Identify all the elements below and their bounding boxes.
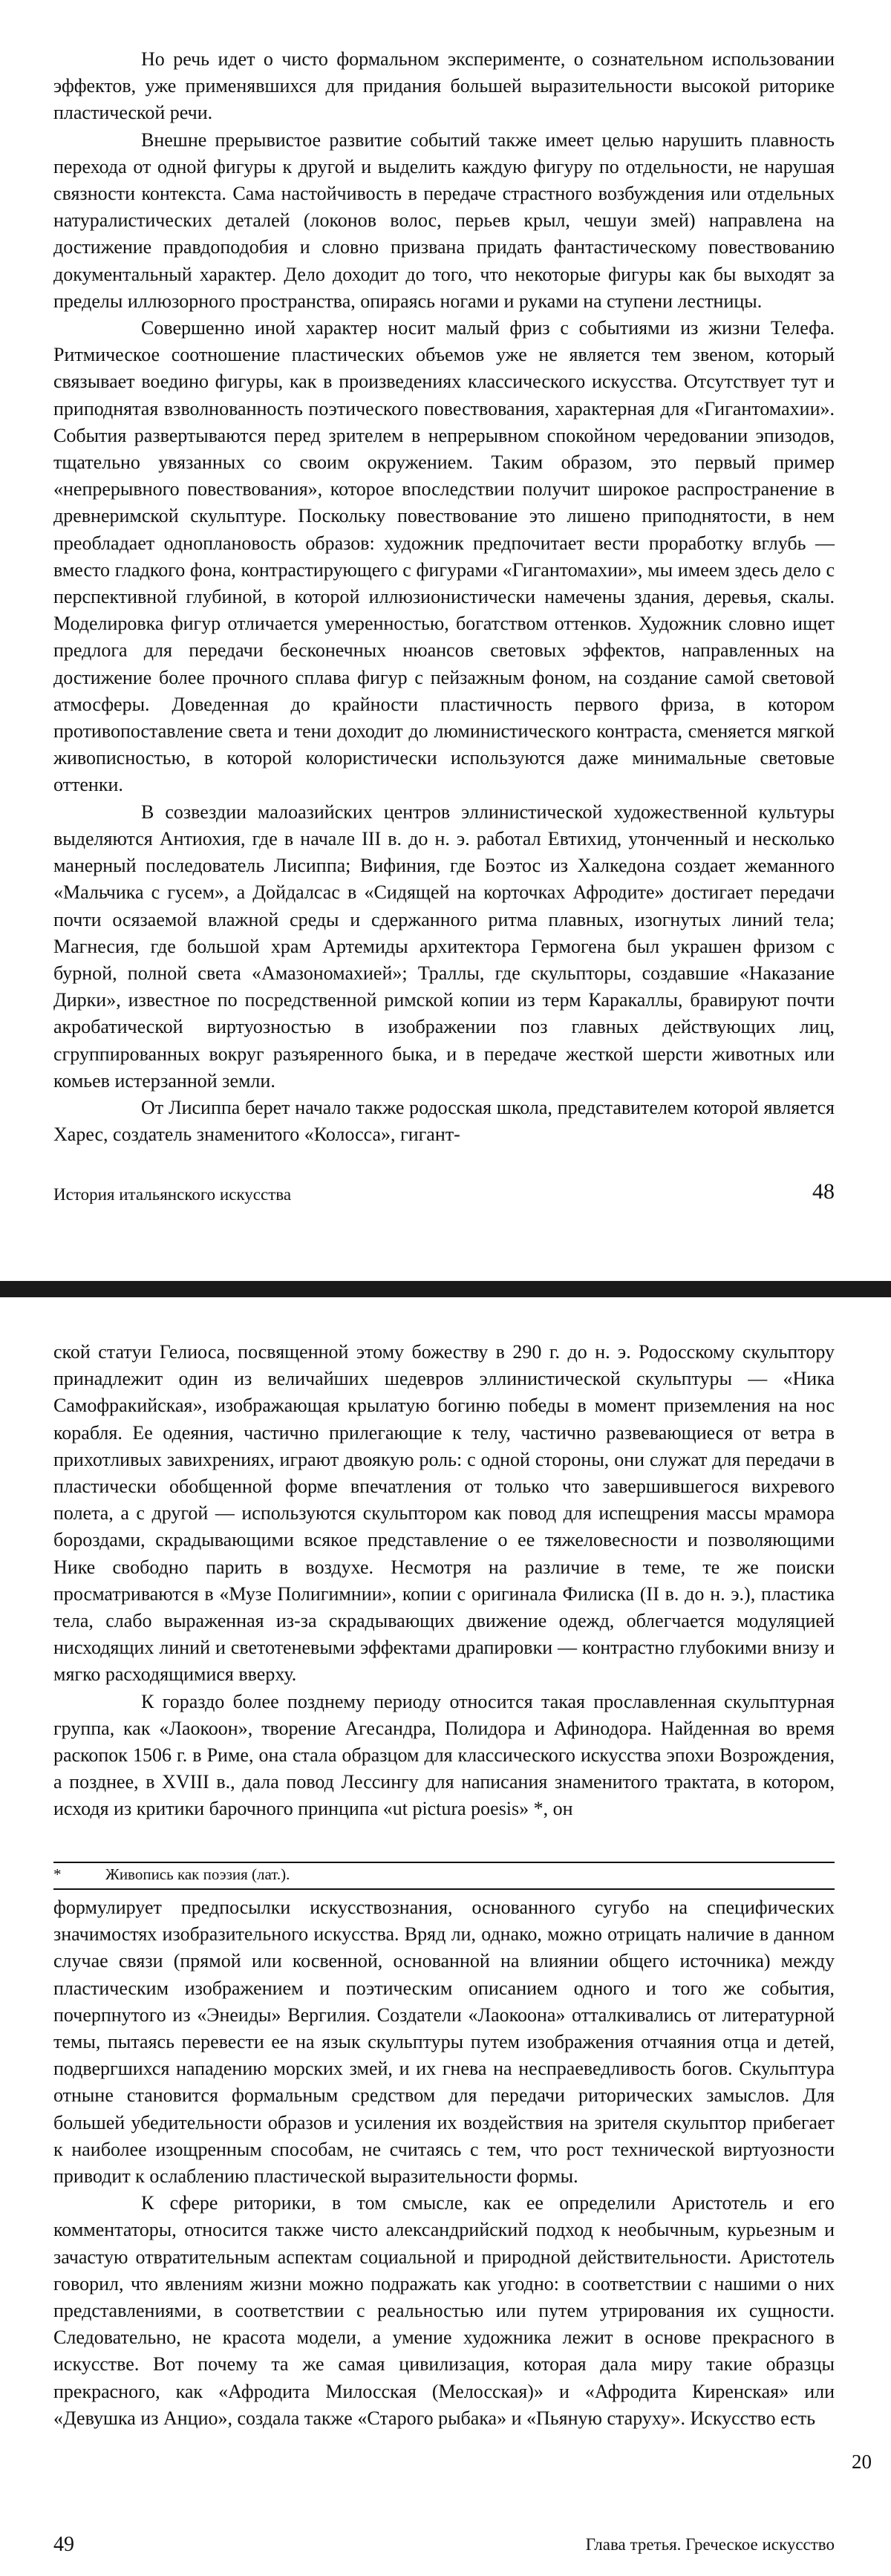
footnote-mark: * [53,1865,62,1883]
footnote-text: Живопись как поэзия (лат.). [105,1865,290,1883]
footnote-rule [53,1888,835,1890]
paragraph: От Лисиппа берет начало также родосская школа, представителем которой является Харес, создатель знаменитого «Колосса», гигант- [53,1096,835,1146]
footnote [53,1865,290,1884]
paragraph: Внешне прерывистое развитие событий также имеет целью нарушить плавность перехода от одной фигуры к другой и выделить каждую фигуру по отдельности, не нарушая связности контекста. Сама настойчивость в передаче страстного возбуждения или отдельных натуралистических деталей (локонов волос, перьев крыл, чешуи змей) направлена на достижение правдоподобия и словно призвана придать фантастическому повествованию документальный характер. Дело доходит до того, что некоторые фигуры как бы выходят за пределы иллюзорного пространства, опираясь ногами и руками на ступени лестницы. [53,128,835,312]
page-number: 48 [812,1179,835,1204]
paragraph: Совершенно иной характер носит малый фриз с событиями из жизни Телефа. Ритмическое соотношение пластических объемов уже не является тем звеном, который связывает воедино фигуры, как в произведениях классического искусства. Отсутствует тут и приподнятая взволнованность поэтического повествования, характерная для «Гигантомахии». События развертываются перед зрителем в непрерывном спокойном чередовании эпизодов, тщательно увязанных со своим окружением. Таким образом, это первый пример «непрерывного повествования», которое впоследствии получит широкое распространение в древнеримской скульптуре. Поскольку повествование это лишено приподнятости, в нем преобладает одноплановость образов: художник предпочитает вести проработку вглубь — вместо гладкого фона, контрастирующего с фигурами «Гигантомахии», мы имеем здесь дело с перспективной глубиной, в которой иллюзионистически намечены здания, деревья, скалы. Моделировка фигур отличается умеренностью, богатством оттенков. Художник словно ищет предлога для передачи бесконечных нюансов световых эффектов, направленных на достижение более прочного сплава фигур с пейзажным фоном, на создание самой световой атмосферы. Доведенная до крайности пластичность первого фриза, в котором противопоставление света и тени доходит до люминистического контраста, сменяется мягкой живописностью, в которой колористически используются даже минимальные световые оттенки. [53,317,835,796]
page-number: 49 [53,2533,74,2556]
running-footer-title: Глава третья. Греческое искусство [585,2535,835,2554]
page-48-text [53,46,835,1148]
footnote-rule [53,1862,835,1863]
paragraph: формулирует предпосылки искусствознания, основанного сугубо на специфических значимостях изобразительного искусства. Вряд ли, однако, можно отрицать наличие в данном случае связи (прямой или косвенной, основанной на влиянии общего источника) между пластическим изображением и поэтическим описанием одного и того же события, почерпнутого из «Энеиды» Вергилия. Создатели «Лаокоона» отталкивались от литературной темы, пытаясь перевести ее на язык скульптуры путем изображения отчаяния отца и детей, подвергшихся нападению морских змей, и их гнева на неспраеведливость богов. Скульптура отныне становится формальным средством для передачи риторических замыслов. Для большей убедительности образов и усиления их воздействия на зрителя скульптор прибегает к наиболее изощренным способам, не считаясь с тем, что рост технической виртуозности приводит к ослаблению пластической выразительности формы. [53,1897,835,2188]
page-48 [0,0,891,1281]
page-49 [0,1297,891,2576]
paragraph: К гораздо более позднему периоду относится такая прославленная скульптурная группа, как «Лаокоон», творение Агесандра, Полидора и Афинодора. Найденная во время раскопок 1506 г. в Риме, она стала образцом для классического искусства эпохи Возрождения, а позднее, в XVIII в., дала повод Лессингу для написания знаменитого трактата, в котором, исходя из критики барочного принципа «ut pictura poesis» *, он [53,1690,835,1820]
page-49-text-upper [53,1339,835,1823]
paragraph: Но речь идет о чисто формальном эксперименте, о сознательном использовании эффектов, уже применявшихся для придания большей выразительности высокой риторике пластической речи. [53,48,835,124]
margin-illustration-number: 20 [852,2451,872,2473]
paragraph: В созвездии малоазийских центров эллинистической художественной культуры выделяются Антиохия, где в начале III в. до н. э. работал Евтихид, утонченный и несколько манерный последователь Лисиппа; Вифиния, где Боэтос из Халкедона создает жеманного «Мальчика с гусем», а Дойдалсас в «Сидящей на корточках Афродите» достигает передачи почти осязаемой влажной среды и сдержанного ритма плавных, изогнутых линий тела; Магнесия, где большой храм Артемиды архитектора Гермогена был украшен фризом с бурной, полной света «Амазономахией»; Траллы, где скульпторы, создавшие «Наказание Дирки», известное по посредственной римской копии из терм Каракаллы, бравируют почти акробатической виртуозностью в изображении поз главных действующих лиц, сгруппированных вокруг разъяренного быка, и в передаче жесткой шерсти животных или комьев истерзанной земли. [53,800,835,1092]
page-separator [0,1281,891,1297]
page-49-text-lower [53,1894,835,2432]
paragraph: ской статуи Гелиоса, посвященной этому божеству в 290 г. до н. э. Родосскому скульптору принадлежит один из величайших шедевров эллинистической скульптуры — «Ника Самофракийская», изображающая крылатую богиню победы в момент приземления на нос корабля. Ее одеяния, частично прилегающие к телу, частично развевающиеся от ветра в прихотливых завихрениях, играют двоякую роль: с одной стороны, они служат для передачи в пластически обобщенной форме впечатления от только что завершившегося вихревого полета, а с другой — используются скульптором как повод для испещрения массы мрамора бороздами, скрадывающими всякое представление о ее тяжеловесности и позволяющими Нике свободно парить в воздухе. Несмотря на различие в теме, те же поиски просматриваются в «Музе Полигимнии», копии с оригинала Филиска (II в. до н. э.), пластика тела, слабо выраженная из-за скрадывающих движение одежд, облегчается модуляцией нисходящих линий и светотеневыми эффектами драпировки — контрастно глубокими внизу и мягко расходящимися вверху. [53,1341,835,1686]
running-footer-title: История итальянского искусства [53,1185,292,1204]
paragraph: К сфере риторики, в том смысле, как ее определили Аристотель и его комментаторы, относится также чисто александрийский подход к необычным, курьезным и зачастую отвратительным аспектам социальной и природной действительности. Аристотель говорил, что явлениям жизни можно подражать как угодно: в соответствии с нашими о них представлениями, в соответствии с реальностью или путем утрирования их сущности. Следовательно, не красота модели, а умение художника лежит в основе прекрасного в искусстве. Вот почему та же самая цивилизация, которая дала миру такие образцы прекрасного, как «Афродита Милосская (Мелосская)» и «Афродита Киренская» или «Девушка из Анцио», создала также «Старого рыбака» и «Пьяную старуху». Искусство есть [53,2192,835,2429]
